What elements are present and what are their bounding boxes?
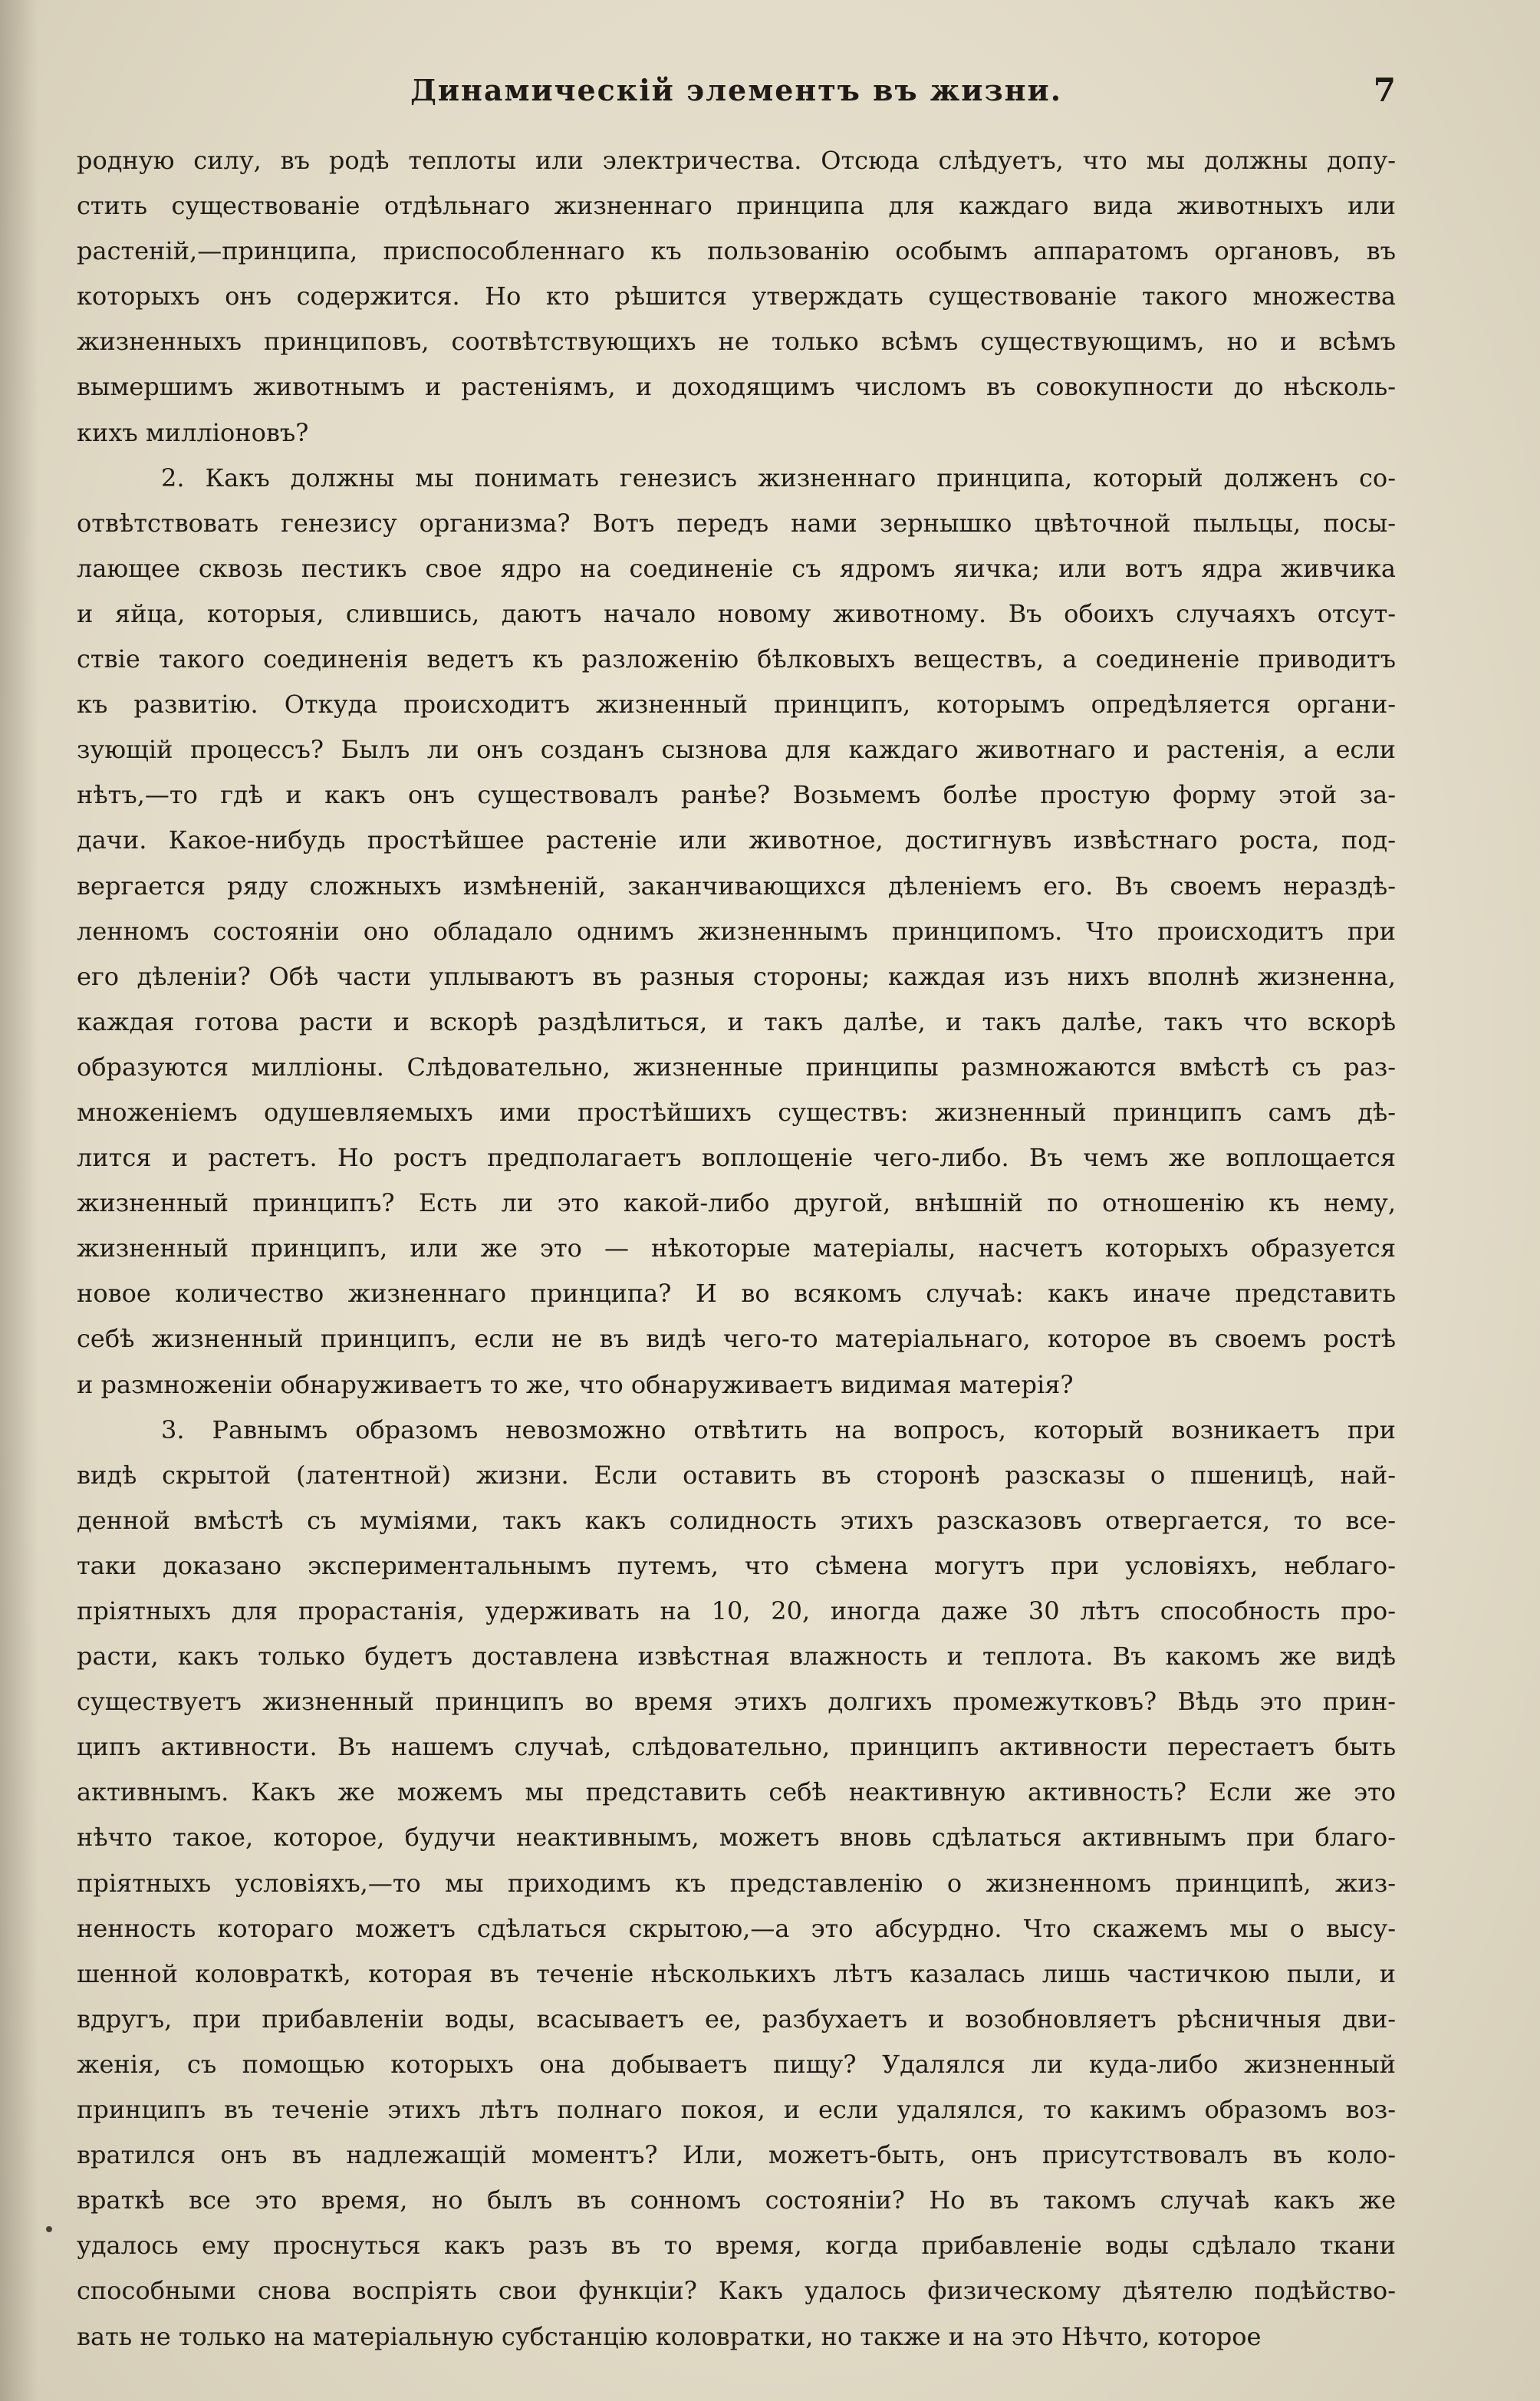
text-line: расти, какъ только будетъ доставлена извѣстная влажность и теплота. Въ какомъ же видѣ <box>77 1642 1396 1671</box>
text-line: зующій процессъ? Былъ ли онъ созданъ сызнова для каждаго животнаго и растенія, а если <box>77 735 1396 765</box>
text-line: новое количество жизненнаго принципа? И во всякомъ случаѣ: какъ иначе представить <box>77 1279 1396 1309</box>
text-line: и яйца, которыя, слившись, даютъ начало новому животному. Въ обоихъ случаяхъ отсут- <box>77 598 1396 628</box>
text-line: дачи. Какое-нибудь простѣйшее растеніе или животное, достигнувъ извѣстнаго роста, под- <box>77 825 1396 855</box>
running-head: Динамическій элементъ въ жизни. <box>410 73 1062 107</box>
text-line: къ развитію. Откуда происходитъ жизненный принципъ, которымъ опредѣляется органи- <box>77 690 1396 720</box>
paragraph <box>77 456 1396 1408</box>
ink-speck <box>46 2226 52 2232</box>
text-line: ненность котораго можетъ сдѣлаться скрытою,—а это абсурдно. Что скажемъ мы о высу- <box>77 1913 1396 1943</box>
text-line: вергается ряду сложныхъ измѣненій, заканчивающихся дѣленіемъ его. Въ своемъ нераздѣ- <box>77 871 1396 901</box>
text-line: жизненныхъ принциповъ, соотвѣтствующихъ не только всѣмъ существующимъ, но и всѣмъ <box>77 327 1396 357</box>
text-line: ципъ активности. Въ нашемъ случаѣ, слѣдовательно, принципъ активности перестаетъ быть <box>77 1732 1396 1762</box>
text-line: таки доказано экспериментальнымъ путемъ, что сѣмена могутъ при условіяхъ, неблаго- <box>77 1550 1396 1580</box>
text-line: растеній,—принципа, приспособленнаго къ пользованію особымъ аппаратомъ органовъ, въ <box>77 236 1396 266</box>
text-line: принципъ въ теченіе этихъ лѣтъ полнаго покоя, и если удалялся, то какимъ образомъ воз- <box>77 2095 1396 2125</box>
text-line: вымершимъ животнымъ и растеніямъ, и доходящимъ числомъ въ совокупности до нѣсколь- <box>77 372 1396 402</box>
text-line: лится и растетъ. Но ростъ предполагаетъ воплощеніе чего-либо. Въ чемъ же воплощается <box>77 1143 1396 1173</box>
text-line: родную силу, въ родѣ теплоты или электричества. Отсюда слѣдуетъ, что мы должны допу- <box>77 146 1396 175</box>
page-header <box>77 68 1396 114</box>
text-line: денной вмѣстѣ съ муміями, такъ какъ солидность этихъ разсказовъ отвергается, то все- <box>77 1505 1396 1535</box>
text-line: удалось ему проснуться какъ разъ въ то время, когда прибавленіе воды сдѣлало ткани <box>77 2231 1396 2261</box>
text-line: способными снова воспріять свои функціи? Какъ удалось физическому дѣятелю подѣйство- <box>77 2276 1396 2306</box>
body-text <box>77 138 1396 2360</box>
text-line: себѣ жизненный принципъ, если не въ видѣ чего-то матеріальнаго, которое въ своемъ ростѣ <box>77 1324 1396 1354</box>
text-line: каждая готова расти и вскорѣ раздѣлиться, и такъ далѣе, и такъ далѣе, такъ что вскорѣ <box>77 1006 1396 1036</box>
text-line: существуетъ жизненный принципъ во время этихъ долгихъ промежутковъ? Вѣдь это прин- <box>77 1687 1396 1717</box>
text-line: пріятныхъ условіяхъ,—то мы приходимъ къ представленію о жизненномъ принципѣ, жиз- <box>77 1868 1396 1898</box>
text-line: активнымъ. Какъ же можемъ мы представить себѣ неактивную активность? Если же это <box>77 1777 1396 1807</box>
text-line: нѣтъ,—то гдѣ и какъ онъ существовалъ ранѣе? Возьмемъ болѣе простую форму этой за- <box>77 780 1396 810</box>
text-line: вать не только на матеріальную субстанцію коловратки, но также и на это Нѣчто, которое <box>77 2321 1262 2351</box>
text-line: враткѣ все это время, но былъ въ сонномъ состояніи? Но въ такомъ случаѣ какъ же <box>77 2185 1396 2215</box>
text-line: жизненный принципъ? Есть ли это какой-либо другой, внѣшній по отношенію къ нему, <box>77 1188 1396 1218</box>
text-line: ленномъ состояніи оно обладало однимъ жизненнымъ принципомъ. Что происходитъ при <box>77 916 1396 946</box>
text-line: кихъ милліоновъ? <box>77 417 309 447</box>
text-line: лающее сквозь пестикъ свое ядро на соединеніе съ ядромъ яичка; или вотъ ядра живчика <box>77 553 1396 583</box>
gutter-shadow <box>0 0 38 2401</box>
text-line: и размноженіи обнаруживаетъ то же, что обнаруживаетъ видимая матерія? <box>77 1369 1074 1399</box>
text-line: которыхъ онъ содержится. Но кто рѣшится утверждать существованіе такого множества <box>77 282 1396 311</box>
paragraph <box>77 1408 1396 2360</box>
text-line: ствіе такого соединенія ведетъ къ разложенію бѣлковыхъ веществъ, а соединеніе приводитъ <box>77 644 1396 674</box>
text-line: видѣ скрытой (латентной) жизни. Если оставить въ сторонѣ разсказы о пшеницѣ, най- <box>77 1460 1396 1490</box>
text-line: 2. Какъ должны мы понимать генезисъ жизненнаго принципа, который долженъ со- <box>161 463 1396 492</box>
text-line: жизненный принципъ, или же это — нѣкоторые матеріалы, насчетъ которыхъ образуется <box>77 1233 1396 1263</box>
page-number: 7 <box>1373 71 1396 109</box>
text-line: пріятныхъ для прорастанія, удерживать на 10, 20, иногда даже 30 лѣтъ способность про- <box>77 1596 1396 1625</box>
text-line: вратился онъ въ надлежащій моментъ? Или, можетъ-быть, онъ присутствовалъ въ коло- <box>77 2140 1396 2170</box>
text-line: его дѣленіи? Обѣ части уплываютъ въ разныя стороны; каждая изъ нихъ вполнѣ жизненна, <box>77 961 1396 991</box>
text-line: множеніемъ одушевляемыхъ ими простѣйшихъ существъ: жизненный принципъ самъ дѣ- <box>77 1097 1396 1127</box>
text-line: нѣчто такое, которое, будучи неактивнымъ, можетъ вновь сдѣлаться активнымъ при благо- <box>77 1823 1396 1853</box>
text-line: образуются милліоны. Слѣдовательно, жизненные принципы размножаются вмѣстѣ съ раз- <box>77 1052 1396 1082</box>
text-line: женія, съ помощью которыхъ она добываетъ пищу? Удалялся ли куда-либо жизненный <box>77 2049 1396 2079</box>
text-line: 3. Равнымъ образомъ невозможно отвѣтить на вопросъ, который возникаетъ при <box>161 1415 1396 1444</box>
text-line: вдругъ, при прибавленіи воды, всасываетъ ее, разбухаетъ и возобновляетъ рѣсничныя дви- <box>77 2004 1396 2034</box>
text-line: отвѣтствовать генезису организма? Вотъ передъ нами зернышко цвѣточной пыльцы, посы- <box>77 508 1396 538</box>
text-line: шенной коловраткѣ, которая въ теченіе нѣсколькихъ лѣтъ казалась лишь частичкою пыли, и <box>77 1958 1396 1988</box>
paragraph <box>77 138 1396 456</box>
text-line: стить существованіе отдѣльнаго жизненнаго принципа для каждаго вида животныхъ или <box>77 191 1396 221</box>
